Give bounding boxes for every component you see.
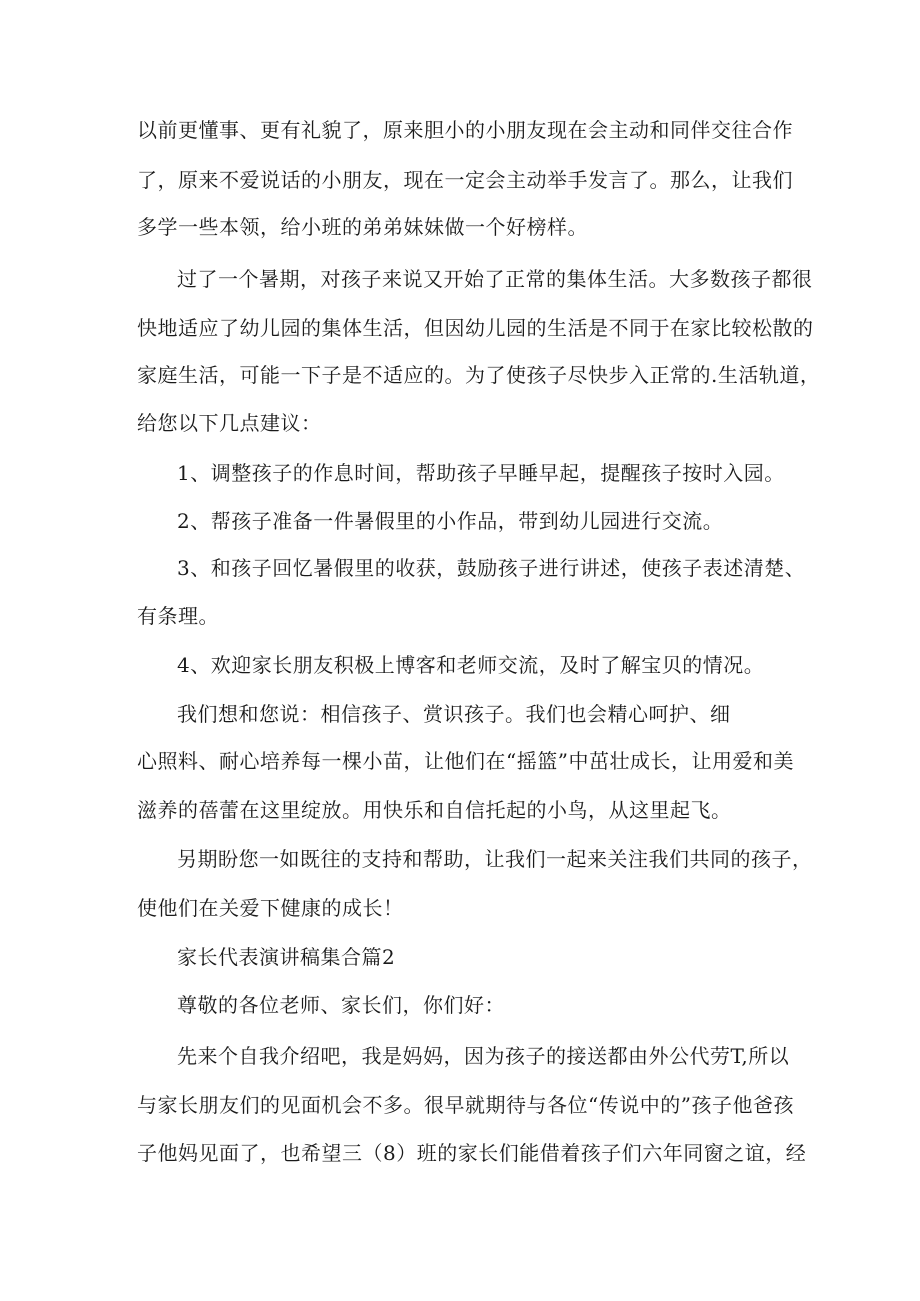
greeting-line: 尊敬的各位老师、家长们，你们好： — [177, 993, 505, 1017]
text-line: 给您以下几点建议： — [137, 411, 322, 435]
paragraph-first-line: 另期盼您一如既往的支持和帮助，让我们一起来关注我们共同的孩子， — [177, 847, 813, 871]
text-line: 有条理。 — [137, 604, 219, 628]
text-line: 使他们在关爱下健康的成长！ — [137, 896, 404, 920]
suggestion-item-2: 2、帮孩子准备一件暑假里的小作品，带到幼儿园进行交流。 — [177, 509, 724, 533]
text-line: 家庭生活，可能一下子是不适应的。为了使孩子尽快步入正常的.生活轨道， — [137, 363, 821, 387]
paragraph-first-line: 过了一个暑期，对孩子来说又开始了正常的集体生活。大多数孩子都很 — [177, 267, 813, 291]
text-line: 心照料、耐心培养每一棵小苗，让他们在“摇篮”中茁壮成长，让用爱和美 — [137, 749, 794, 773]
text-line: 滋养的蓓蕾在这里绽放。用快乐和自信托起的小鸟，从这里起飞。 — [137, 798, 732, 822]
paragraph-first-line: 先来个自我介绍吧，我是妈妈，因为孩子的接送都由外公代劳T,所以 — [177, 1044, 790, 1068]
text-line: 与家长朋友们的见面机会不多。很早就期待与各位“传说中的”孩子他爸孩 — [137, 1093, 794, 1117]
text-line: 多学一些本领，给小班的弟弟妹妹做一个好榜样。 — [137, 215, 588, 239]
text-line: 快地适应了幼儿园的集体生活，但因幼儿园的生活是不同于在家比较松散的 — [137, 316, 814, 340]
text-line: 子他妈见面了，也希望三（8）班的家长们能借着孩子们六年同窗之谊，经 — [137, 1141, 807, 1165]
text-line: 以前更懂事、更有礼貌了，原来胆小的小朋友现在会主动和同伴交往合作 — [137, 118, 793, 142]
text-line: 了，原来不爱说话的小朋友，现在一定会主动举手发言了。那么，让我们 — [137, 168, 793, 192]
paragraph-first-line: 我们想和您说：相信孩子、赏识孩子。我们也会精心呵护、细 — [177, 702, 731, 726]
suggestion-item-4: 4、欢迎家长朋友积极上博客和老师交流，及时了解宝贝的情况。 — [177, 653, 765, 677]
suggestion-item-3: 3、和孩子回忆暑假里的收获，鼓励孩子进行讲述，使孩子表述清楚、 — [177, 556, 806, 580]
suggestion-item-1: 1、调整孩子的作息时间，帮助孩子早睡早起，提醒孩子按时入园。 — [177, 461, 785, 485]
section-heading: 家长代表演讲稿集合篇2 — [177, 945, 396, 969]
